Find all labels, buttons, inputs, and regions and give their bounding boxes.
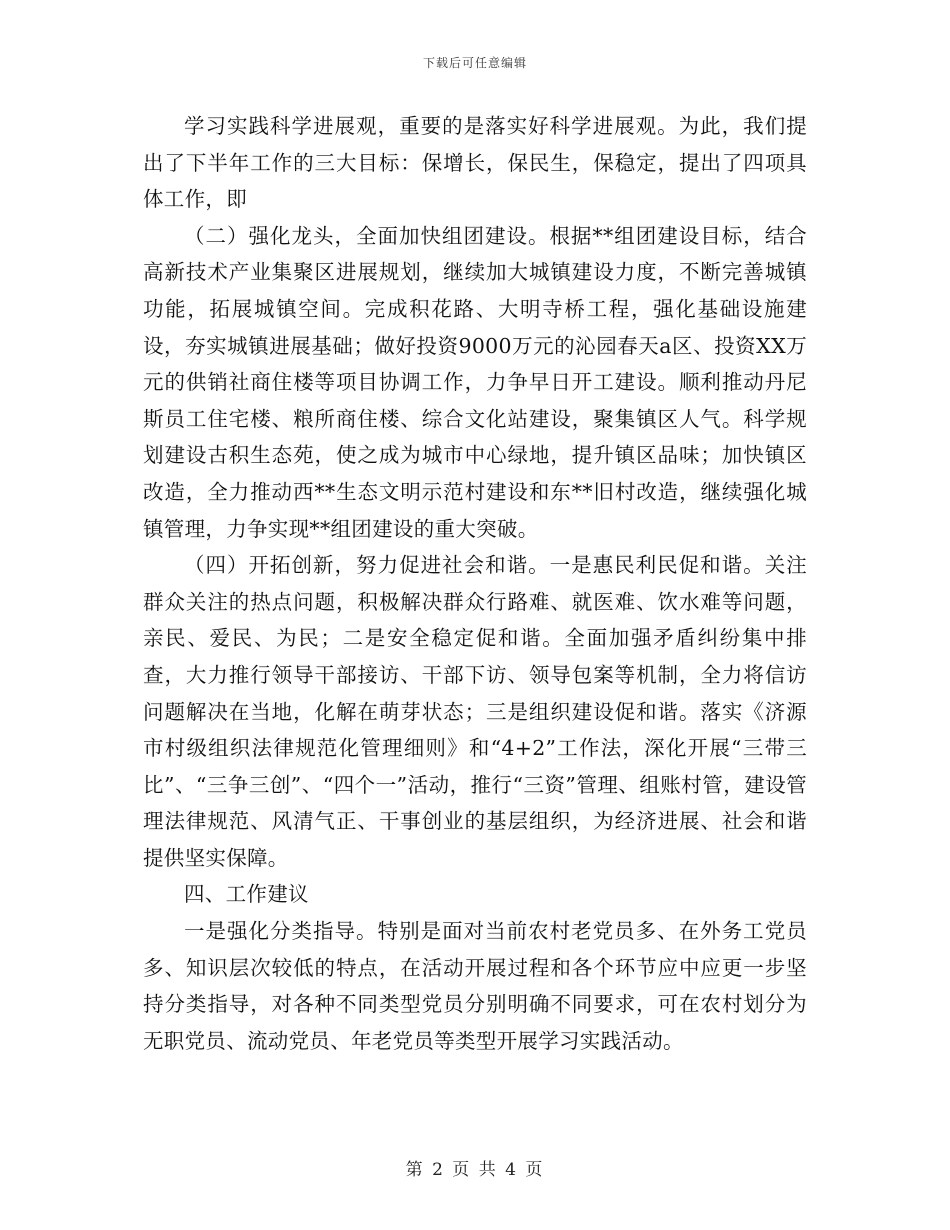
paragraph-intro: 学习实践科学进展观，重要的是落实好科学进展观。为此，我们提出了下半年工作的三大目标：保增长，保民生，保稳定，提出了四项具体工作，即	[143, 114, 807, 212]
paragraph-suggestion-one: 一是强化分类指导。特别是面对当前农村老党员多、在外务工党员多、知识层次较低的特点，在活动开展过程和各个环节应中应更一步坚持分类指导，对各种不同类型党员分别明确不同要求，可在农村划分为无职党员、流动党员、年老党员等类型开展学习实践活动。	[143, 919, 807, 1053]
paragraph-section-two: （二）强化龙头，全面加快组团建设。根据**组团建设目标，结合高新技术产业集聚区进展规划，继续加大城镇建设力度，不断完善城镇功能，拓展城镇空间。完成积花路、大明寺桥工程，强化基础设施建设，夯实城镇进展基础；做好投资9000万元的沁园春天a区、投资XX万元的供销社商住楼等项目协调工作，力争早日开工建设。顺利推动丹尼斯员工住宅楼、粮所商住楼、综合文化站建设，聚集镇区人气。科学规划建设古积生态苑，使之成为城市中心绿地，提升镇区品味；加快镇区改造，全力推动西**生态文明示范村建设和东**旧村改造，继续强化城镇管理，力争实现**组团建设的重大突破。	[143, 223, 807, 541]
page-number-footer: 第 2 页 共 4 页	[405, 1160, 545, 1180]
paragraph-section-four: （四）开拓创新，努力促进社会和谐。一是惠民利民促和谐。关注群众关注的热点问题，积极解决群众行路难、就医难、饮水难等问题，亲民、爱民、为民；二是安全稳定促和谐。全面加强矛盾纠纷集中排查，大力推行领导干部接访、干部下访、领导包案等机制，全力将信访问题解决在当地，化解在萌芽状态；三是组织建设促和谐。落实《济源市村级组织法律规范化管理细则》和“4+2”工作法，深化开展“三带三比”、“三争三创”、“四个一”活动，推行“三资”管理、组账村管，建设管理法律规范、风清气正、干事创业的基层组织，为经济进展、社会和谐提供坚实保障。	[143, 553, 807, 870]
page-header: 下载后可任意编辑	[422, 56, 527, 70]
document-body	[143, 108, 807, 1059]
section-heading-work-suggestions: 四、工作建议	[184, 882, 309, 907]
